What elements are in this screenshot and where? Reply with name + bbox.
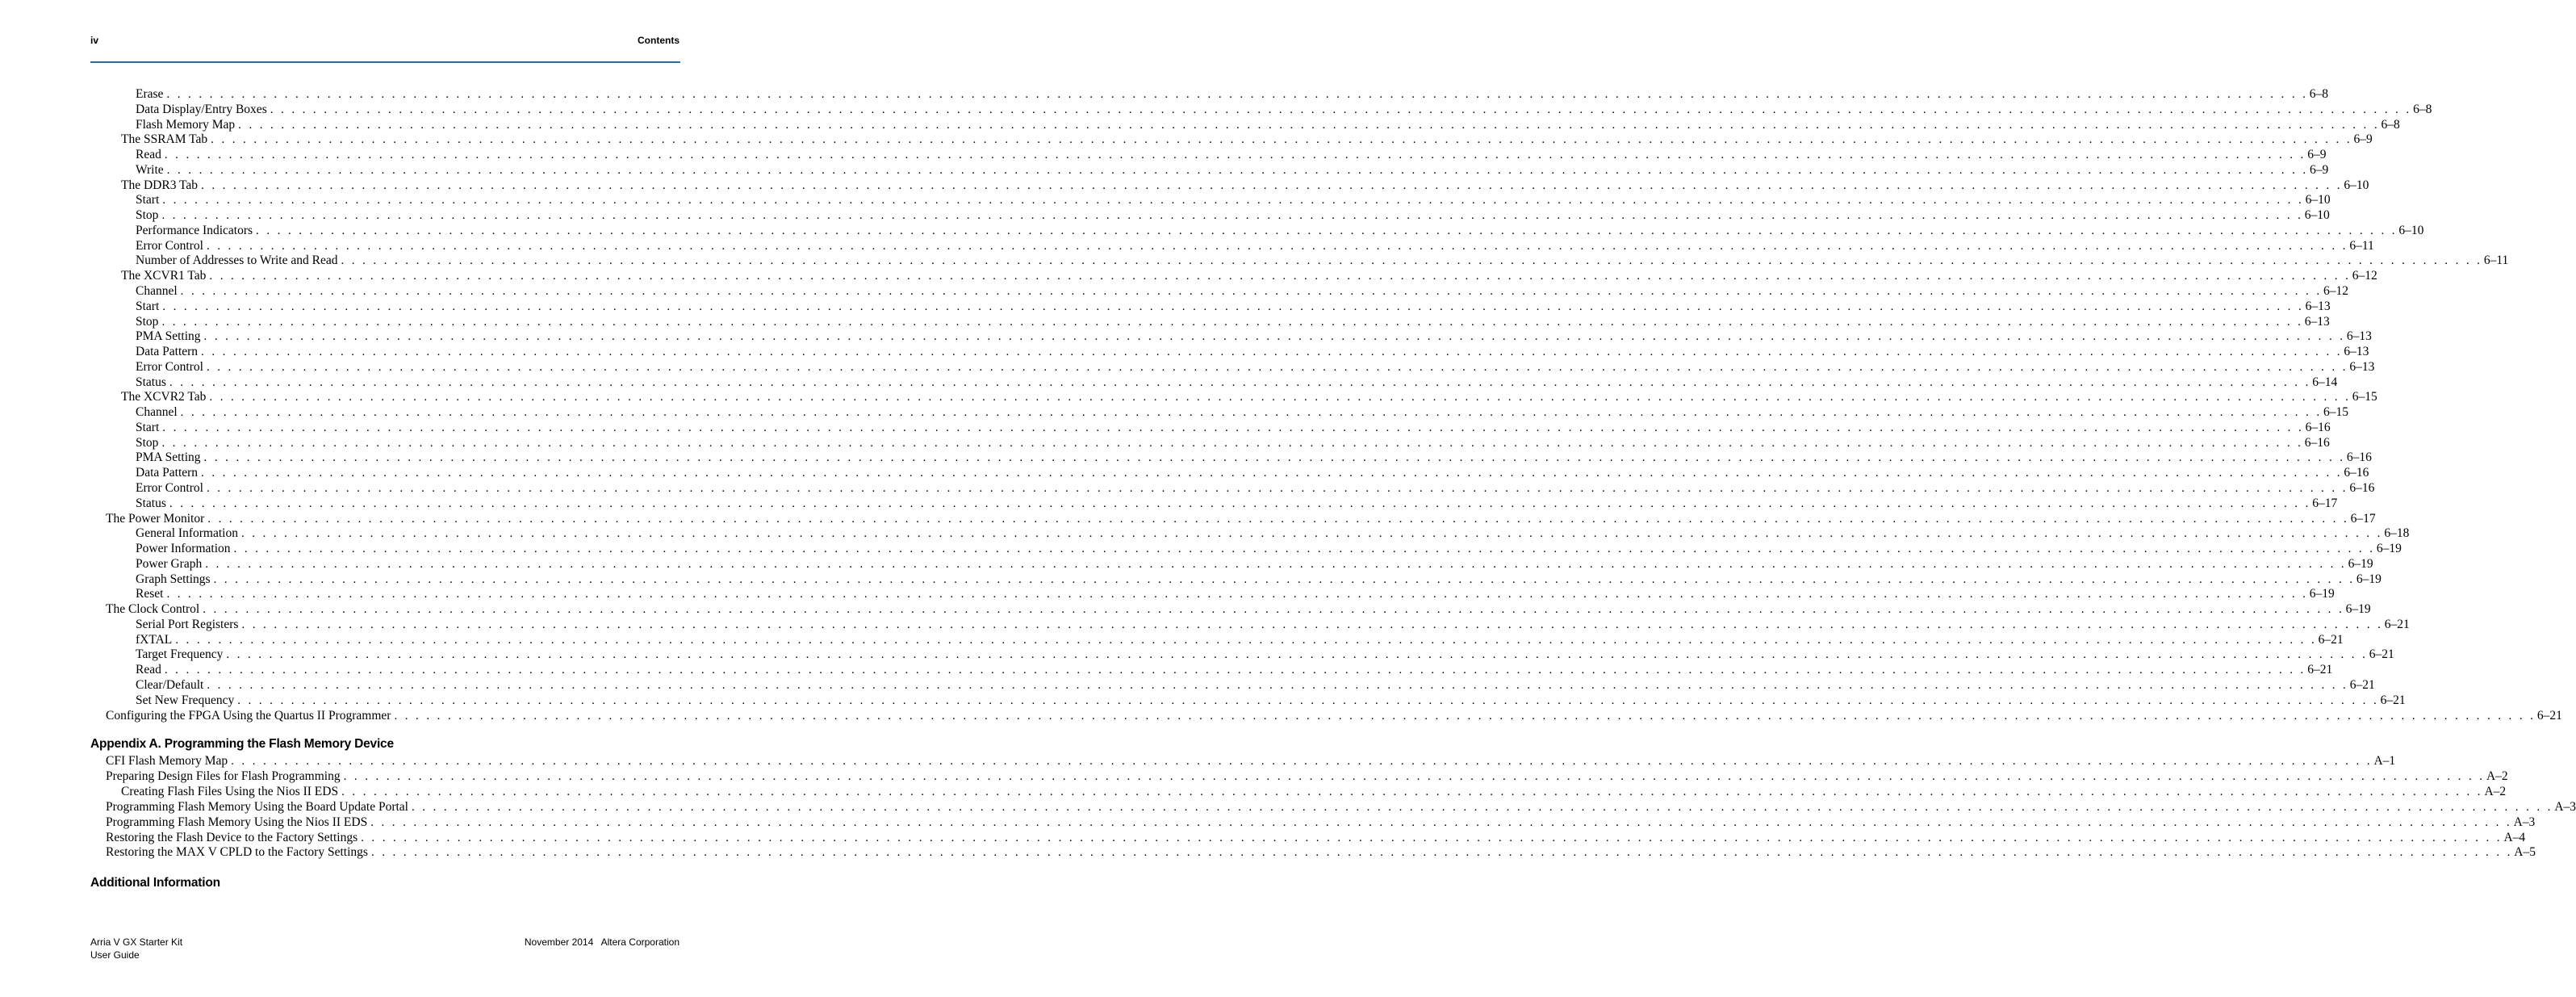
dot-leader: . . . . . . . . . . . . . . . . . . . . . . . . . . . . . . . . . . . . . . . . . . . . . . . . . . . . . . . . . . . . . . . . . . . . . . . . . . . . . . . . . . . . . . . . . . . . . . . . . . . . . . . . . . . . . . . . . . . . . . . . . . . . . . . . . . . . . . . . . . . . . . . . . . . . . . . . . . . . . . . . . . . . . . . . . . . . . . . . . . . . . . . . . . . . . . . . . . . . . . . . [201,178,2343,192]
dot-leader: . . . . . . . . . . . . . . . . . . . . . . . . . . . . . . . . . . . . . . . . . . . . . . . . . . . . . . . . . . . . . . . . . . . . . . . . . . . . . . . . . . . . . . . . . . . . . . . . . . . . . . . . . . . . . . . . . . . . . . . . . . . . . . . . . . . . . . . . . . . . . . . . . . . . . . . . . . . . . . . . . . . . . . . . . . . . . . . . . . . . . . . . . . . . . . . . . . . . . . . . [394,709,2536,723]
toc-entry[interactable] [136,207,2330,223]
toc-entry-page: 6–19 [2309,587,2335,601]
toc-entry-title: Read [136,663,161,677]
toc-entry[interactable] [136,541,2402,556]
toc-entry[interactable] [136,572,2382,587]
toc-entry-title: Read [136,148,161,162]
toc-entry[interactable] [136,556,2373,572]
toc-entry-title: Power Graph [136,556,203,571]
dot-leader: . . . . . . . . . . . . . . . . . . . . . . . . . . . . . . . . . . . . . . . . . . . . . . . . . . . . . . . . . . . . . . . . . . . . . . . . . . . . . . . . . . . . . . . . . . . . . . . . . . . . . . . . . . . . . . . . . . . . . . . . . . . . . . . . . . . . . . . . . . . . . . . . . . . . . . . . . . . . . . . . . . . . . . . . . . . . . . . . . . . . . . . . . . . . . . . . . . . . . . . . [201,467,2343,480]
toc-entry[interactable] [136,283,2349,299]
toc-entry[interactable] [106,708,2562,723]
dot-leader: . . . . . . . . . . . . . . . . . . . . . . . . . . . . . . . . . . . . . . . . . . . . . . . . . . . . . . . . . . . . . . . . . . . . . . . . . . . . . . . . . . . . . . . . . . . . . . . . . . . . . . . . . . . . . . . . . . . . . . . . . . . . . . . . . . . . . . . . . . . . . . . . . . . . . . . . . . . . . . . . . . . . . . . . . . . . . . . . . . . . . . . . . . . . . . . . . . . . . . . . [207,512,2349,526]
toc-entry[interactable] [121,784,2507,799]
toc-entry[interactable] [136,147,2327,162]
dot-leader: . . . . . . . . . . . . . . . . . . . . . . . . . . . . . . . . . . . . . . . . . . . . . . . . . . . . . . . . . . . . . . . . . . . . . . . . . . . . . . . . . . . . . . . . . . . . . . . . . . . . . . . . . . . . . . . . . . . . . . . . . . . . . . . . . . . . . . . . . . . . . . . . . . . . . . . . . . . . . . . . . . . . . . . . . . . . . . . . . . . . . . . . . . . . . . . . . . . . . . . . [370,846,2513,860]
toc-entry-page: 6–18 [2384,526,2410,541]
toc-entry-title: Flash Memory Map [136,117,236,132]
dot-leader: . . . . . . . . . . . . . . . . . . . . . . . . . . . . . . . . . . . . . . . . . . . . . . . . . . . . . . . . . . . . . . . . . . . . . . . . . . . . . . . . . . . . . . . . . . . . . . . . . . . . . . . . . . . . . . . . . . . . . . . . . . . . . . . . . . . . . . . . . . . . . . . . . . . . . . . . . . . . . . . . . . . . . . . . . . . . . . . . . . . . . . . . . . . . . . . . . . . . . . . . [203,603,2344,617]
toc-entry-page: 6–17 [2350,511,2376,526]
dot-leader: . . . . . . . . . . . . . . . . . . . . . . . . . . . . . . . . . . . . . . . . . . . . . . . . . . . . . . . . . . . . . . . . . . . . . . . . . . . . . . . . . . . . . . . . . . . . . . . . . . . . . . . . . . . . . . . . . . . . . . . . . . . . . . . . . . . . . . . . . . . . . . . . . . . . . . . . . . . . . . . . . . . . . . . . . . . . . . . . . . . . . . . . . . . . . . . . . . . . . . . . [256,224,2398,237]
dot-leader: . . . . . . . . . . . . . . . . . . . . . . . . . . . . . . . . . . . . . . . . . . . . . . . . . . . . . . . . . . . . . . . . . . . . . . . . . . . . . . . . . . . . . . . . . . . . . . . . . . . . . . . . . . . . . . . . . . . . . . . . . . . . . . . . . . . . . . . . . . . . . . . . . . . . . . . . . . . . . . . . . . . . . . . . . . . . . . . . . . . . . . . . . . . . . . . . . . . . . . . . [169,496,2311,510]
toc-entry-page: 6–10 [2398,223,2424,237]
dot-leader: . . . . . . . . . . . . . . . . . . . . . . . . . . . . . . . . . . . . . . . . . . . . . . . . . . . . . . . . . . . . . . . . . . . . . . . . . . . . . . . . . . . . . . . . . . . . . . . . . . . . . . . . . . . . . . . . . . . . . . . . . . . . . . . . . . . . . . . . . . . . . . . . . . . . . . . . . . . . . . . . . . . . . . . . . . . . . . . . . . . . . . . . . . . . . . . . . . . . . . . . [161,436,2303,450]
toc-entry[interactable] [136,314,2330,329]
toc-entry-page: 6–15 [2323,405,2349,420]
toc-entry-page: 6–17 [2312,496,2338,510]
toc-entry-page: 6–11 [2349,238,2374,253]
toc-entry-title: Clear/Default [136,678,204,693]
dot-leader: . . . . . . . . . . . . . . . . . . . . . . . . . . . . . . . . . . . . . . . . . . . . . . . . . . . . . . . . . . . . . . . . . . . . . . . . . . . . . . . . . . . . . . . . . . . . . . . . . . . . . . . . . . . . . . . . . . . . . . . . . . . . . . . . . . . . . . . . . . . . . . . . . . . . . . . . . . . . . . . . . . . . . . . . . . . . . . . . . . . . . . . . . . . . . . . . . . . . . . . . [203,451,2345,465]
dot-leader: . . . . . . . . . . . . . . . . . . . . . . . . . . . . . . . . . . . . . . . . . . . . . . . . . . . . . . . . . . . . . . . . . . . . . . . . . . . . . . . . . . . . . . . . . . . . . . . . . . . . . . . . . . . . . . . . . . . . . . . . . . . . . . . . . . . . . . . . . . . . . . . . . . . . . . . . . . . . . . . . . . . . . . . . . . . . . . . . . . . . . . . . . . . . . . . . . . . . . . . . [411,800,2553,814]
header-rule [90,61,680,63]
toc-entry[interactable] [136,102,2432,117]
dot-leader: . . . . . . . . . . . . . . . . . . . . . . . . . . . . . . . . . . . . . . . . . . . . . . . . . . . . . . . . . . . . . . . . . . . . . . . . . . . . . . . . . . . . . . . . . . . . . . . . . . . . . . . . . . . . . . . . . . . . . . . . . . . . . . . . . . . . . . . . . . . . . . . . . . . . . . . . . . . . . . . . . . . . . . . . . . . . . . . . . . . . . . . . . . . . . . . . . . . . . . . . [206,239,2348,253]
dot-leader: . . . . . . . . . . . . . . . . . . . . . . . . . . . . . . . . . . . . . . . . . . . . . . . . . . . . . . . . . . . . . . . . . . . . . . . . . . . . . . . . . . . . . . . . . . . . . . . . . . . . . . . . . . . . . . . . . . . . . . . . . . . . . . . . . . . . . . . . . . . . . . . . . . . . . . . . . . . . . . . . . . . . . . . . . . . . . . . . . . . . . . . . . . . . . . . . . . . . . . . . [209,270,2351,283]
toc-entry-page: 6–19 [2345,602,2371,617]
toc-entry-title: Start [136,193,160,207]
toc-entry-title: The XCVR1 Tab [121,269,207,283]
toc-entry-page: A–5 [2514,845,2536,860]
dot-leader: . . . . . . . . . . . . . . . . . . . . . . . . . . . . . . . . . . . . . . . . . . . . . . . . . . . . . . . . . . . . . . . . . . . . . . . . . . . . . . . . . . . . . . . . . . . . . . . . . . . . . . . . . . . . . . . . . . . . . . . . . . . . . . . . . . . . . . . . . . . . . . . . . . . . . . . . . . . . . . . . . . . . . . . . . . . . . . . . . . . . . . . . . . . . . . . . . . . . . . . . [238,118,2380,132]
toc-entry-title: PMA Setting [136,450,201,465]
toc-entry-title: Power Information [136,542,231,556]
dot-leader: . . . . . . . . . . . . . . . . . . . . . . . . . . . . . . . . . . . . . . . . . . . . . . . . . . . . . . . . . . . . . . . . . . . . . . . . . . . . . . . . . . . . . . . . . . . . . . . . . . . . . . . . . . . . . . . . . . . . . . . . . . . . . . . . . . . . . . . . . . . . . . . . . . . . . . . . . . . . . . . . . . . . . . . . . . . . . . . . . . . . . . . . . . . . . . . . . . . . . . . . [169,375,2311,389]
toc-entry[interactable] [106,601,2371,617]
toc-entry-page: 6–13 [2305,299,2331,313]
toc-entry-page: 6–19 [2356,572,2382,586]
dot-leader: . . . . . . . . . . . . . . . . . . . . . . . . . . . . . . . . . . . . . . . . . . . . . . . . . . . . . . . . . . . . . . . . . . . . . . . . . . . . . . . . . . . . . . . . . . . . . . . . . . . . . . . . . . . . . . . . . . . . . . . . . . . . . . . . . . . . . . . . . . . . . . . . . . . . . . . . . . . . . . . . . . . . . . . . . . . . . . . . . . . . . . . . . . . . . . . . . . . . . . . . [164,149,2306,162]
toc-entry-title: Start [136,299,160,313]
toc-entry-title: Stop [136,314,159,329]
additional-information-heading[interactable]: Additional Information [90,876,220,890]
toc-entry-title: The Power Monitor [106,511,205,526]
toc-entry[interactable] [136,693,2406,708]
toc-entry[interactable] [106,815,2536,830]
toc-entry[interactable] [136,86,2329,102]
toc-entry-page: A–2 [2486,769,2508,783]
toc-entry-title: Stop [136,435,159,450]
toc-entry-title: Serial Port Registers [136,617,239,631]
toc-entry[interactable] [136,329,2372,344]
toc-entry[interactable] [136,375,2338,390]
toc-entry[interactable] [136,677,2375,693]
dot-leader: . . . . . . . . . . . . . . . . . . . . . . . . . . . . . . . . . . . . . . . . . . . . . . . . . . . . . . . . . . . . . . . . . . . . . . . . . . . . . . . . . . . . . . . . . . . . . . . . . . . . . . . . . . . . . . . . . . . . . . . . . . . . . . . . . . . . . . . . . . . . . . . . . . . . . . . . . . . . . . . . . . . . . . . . . . . . . . . . . . . . . . . . . . . . . . . . . . . . . . . . [241,618,2383,631]
toc-entry-title: Restoring the Flash Device to the Factory Settings [106,830,358,844]
dot-leader: . . . . . . . . . . . . . . . . . . . . . . . . . . . . . . . . . . . . . . . . . . . . . . . . . . . . . . . . . . . . . . . . . . . . . . . . . . . . . . . . . . . . . . . . . . . . . . . . . . . . . . . . . . . . . . . . . . . . . . . . . . . . . . . . . . . . . . . . . . . . . . . . . . . . . . . . . . . . . . . . . . . . . . . . . . . . . . . . . . . . . . . . . . . . . . . . . . . . . . . . [343,769,2485,783]
toc-entry-title: The SSRAM Tab [121,132,208,147]
toc-entry-page: 6–13 [2344,345,2369,359]
dot-leader: . . . . . . . . . . . . . . . . . . . . . . . . . . . . . . . . . . . . . . . . . . . . . . . . . . . . . . . . . . . . . . . . . . . . . . . . . . . . . . . . . . . . . . . . . . . . . . . . . . . . . . . . . . . . . . . . . . . . . . . . . . . . . . . . . . . . . . . . . . . . . . . . . . . . . . . . . . . . . . . . . . . . . . . . . . . . . . . . . . . . . . . . . . . . . . . . . . . . . . . . [361,831,2503,844]
dot-leader: . . . . . . . . . . . . . . . . . . . . . . . . . . . . . . . . . . . . . . . . . . . . . . . . . . . . . . . . . . . . . . . . . . . . . . . . . . . . . . . . . . . . . . . . . . . . . . . . . . . . . . . . . . . . . . . . . . . . . . . . . . . . . . . . . . . . . . . . . . . . . . . . . . . . . . . . . . . . . . . . . . . . . . . . . . . . . . . . . . . . . . . . . . . . . . . . . . . . . . . . [233,542,2375,556]
toc-entry[interactable] [136,435,2330,450]
toc-entry-page: 6–16 [2344,466,2369,480]
toc-entry-title: fXTAL [136,632,173,647]
toc-entry-page: 6–8 [2309,87,2329,101]
footer-doc-title: Arria V GX Starter Kit [90,936,183,948]
toc-entry-title: The DDR3 Tab [121,178,199,192]
dot-leader: . . . . . . . . . . . . . . . . . . . . . . . . . . . . . . . . . . . . . . . . . . . . . . . . . . . . . . . . . . . . . . . . . . . . . . . . . . . . . . . . . . . . . . . . . . . . . . . . . . . . . . . . . . . . . . . . . . . . . . . . . . . . . . . . . . . . . . . . . . . . . . . . . . . . . . . . . . . . . . . . . . . . . . . . . . . . . . . . . . . . . . . . . . . . . . . . . . . . . . . . [166,163,2309,177]
toc-entry-title: Write [136,162,164,177]
toc-entry-page: 6–8 [2413,102,2432,116]
dot-leader: . . . . . . . . . . . . . . . . . . . . . . . . . . . . . . . . . . . . . . . . . . . . . . . . . . . . . . . . . . . . . . . . . . . . . . . . . . . . . . . . . . . . . . . . . . . . . . . . . . . . . . . . . . . . . . . . . . . . . . . . . . . . . . . . . . . . . . . . . . . . . . . . . . . . . . . . . . . . . . . . . . . . . . . . . . . . . . . . . . . . . . . . . . . . . . . . . . . . . . . . [226,648,2368,662]
toc-entry-title: Erase [136,87,164,101]
toc-entry-page: A–2 [2484,784,2507,798]
toc-entry-page: 6–13 [2304,314,2330,329]
dot-leader: . . . . . . . . . . . . . . . . . . . . . . . . . . . . . . . . . . . . . . . . . . . . . . . . . . . . . . . . . . . . . . . . . . . . . . . . . . . . . . . . . . . . . . . . . . . . . . . . . . . . . . . . . . . . . . . . . . . . . . . . . . . . . . . . . . . . . . . . . . . . . . . . . . . . . . . . . . . . . . . . . . . . . . . . . . . . . . . . . . . . . . . . . . . . . . . . . . . . . . . . [203,330,2345,344]
toc-entry[interactable] [136,359,2375,375]
toc-entry[interactable] [106,830,2526,845]
toc-entry-title: Data Pattern [136,466,199,480]
toc-entry-title: Programming Flash Memory Using the Board Update Portal [106,799,408,814]
toc-entry-title: Data Pattern [136,345,199,359]
toc-entry-page: 6–9 [2307,148,2327,162]
toc-entry-page: 6–21 [2349,678,2375,693]
dot-leader: . . . . . . . . . . . . . . . . . . . . . . . . . . . . . . . . . . . . . . . . . . . . . . . . . . . . . . . . . . . . . . . . . . . . . . . . . . . . . . . . . . . . . . . . . . . . . . . . . . . . . . . . . . . . . . . . . . . . . . . . . . . . . . . . . . . . . . . . . . . . . . . . . . . . . . . . . . . . . . . . . . . . . . . . . . . . . . . . . . . . . . . . . . . . . . . . . . . . . . . . [207,679,2348,693]
toc-entry-page: 6–16 [2305,420,2331,434]
toc-entry-title: Reset [136,587,164,601]
dot-leader: . . . . . . . . . . . . . . . . . . . . . . . . . . . . . . . . . . . . . . . . . . . . . . . . . . . . . . . . . . . . . . . . . . . . . . . . . . . . . . . . . . . . . . . . . . . . . . . . . . . . . . . . . . . . . . . . . . . . . . . . . . . . . . . . . . . . . . . . . . . . . . . . . . . . . . . . . . . . . . . . . . . . . . . . . . . . . . . . . . . . . . . . . . . . . . . . . . . . . . . . [180,406,2323,420]
toc-entry[interactable] [136,404,2349,420]
toc-entry[interactable] [136,192,2331,207]
toc-entry[interactable] [136,299,2331,314]
toc-entry[interactable] [136,480,2375,496]
dot-leader: . . . . . . . . . . . . . . . . . . . . . . . . . . . . . . . . . . . . . . . . . . . . . . . . . . . . . . . . . . . . . . . . . . . . . . . . . . . . . . . . . . . . . . . . . . . . . . . . . . . . . . . . . . . . . . . . . . . . . . . . . . . . . . . . . . . . . . . . . . . . . . . . . . . . . . . . . . . . . . . . . . . . . . . . . . . . . . . . . . . . . . . . . . . . . . . . . . . . . . . . [162,300,2304,313]
dot-leader: . . . . . . . . . . . . . . . . . . . . . . . . . . . . . . . . . . . . . . . . . . . . . . . . . . . . . . . . . . . . . . . . . . . . . . . . . . . . . . . . . . . . . . . . . . . . . . . . . . . . . . . . . . . . . . . . . . . . . . . . . . . . . . . . . . . . . . . . . . . . . . . . . . . . . . . . . . . . . . . . . . . . . . . . . . . . . . . . . . . . . . . . . . . . . . . . . . . . . . . . [161,209,2303,223]
toc-entry-title: Programming Flash Memory Using the Nios II EDS [106,815,368,829]
toc-entry-page: 6–19 [2376,542,2402,556]
toc-entry-page: A–3 [2554,799,2576,814]
toc-entry-title: Preparing Design Files for Flash Programming [106,769,341,783]
section-header: Contents [638,35,680,46]
toc-entry-title: Data Display/Entry Boxes [136,102,267,116]
toc-entry-page: 6–14 [2312,375,2338,389]
toc-entry[interactable] [106,769,2508,784]
dot-leader: . . . . . . . . . . . . . . . . . . . . . . . . . . . . . . . . . . . . . . . . . . . . . . . . . . . . . . . . . . . . . . . . . . . . . . . . . . . . . . . . . . . . . . . . . . . . . . . . . . . . . . . . . . . . . . . . . . . . . . . . . . . . . . . . . . . . . . . . . . . . . . . . . . . . . . . . . . . . . . . . . . . . . . . . . . . . . . . . . . . . . . . . . . . . . . . . . . . . . . . . [175,633,2317,647]
toc-entry-title: Error Control [136,238,203,253]
toc-entry-page: 6–16 [2346,450,2372,465]
toc-entry-title: PMA Setting [136,329,201,344]
toc-entry-title: The Clock Control [106,602,200,617]
toc-entry[interactable] [136,586,2335,601]
toc-entry[interactable] [121,132,2373,147]
dot-leader: . . . . . . . . . . . . . . . . . . . . . . . . . . . . . . . . . . . . . . . . . . . . . . . . . . . . . . . . . . . . . . . . . . . . . . . . . . . . . . . . . . . . . . . . . . . . . . . . . . . . . . . . . . . . . . . . . . . . . . . . . . . . . . . . . . . . . . . . . . . . . . . . . . . . . . . . . . . . . . . . . . . . . . . . . . . . . . . . . . . . . . . . . . . . . . . . . . . . . . . . [370,815,2512,829]
toc-entry[interactable] [136,632,2344,647]
appendix-a-heading[interactable]: Appendix A. Programming the Flash Memory Device [90,737,394,751]
toc-entry-page: 6–19 [2348,556,2373,571]
toc-entry[interactable] [136,223,2424,238]
dot-leader: . . . . . . . . . . . . . . . . . . . . . . . . . . . . . . . . . . . . . . . . . . . . . . . . . . . . . . . . . . . . . . . . . . . . . . . . . . . . . . . . . . . . . . . . . . . . . . . . . . . . . . . . . . . . . . . . . . . . . . . . . . . . . . . . . . . . . . . . . . . . . . . . . . . . . . . . . . . . . . . . . . . . . . . . . . . . . . . . . . . . . . . . . . . . . . . . . . . . . . . . [205,557,2347,571]
toc-entry[interactable] [106,753,2396,769]
toc-entry-title: Start [136,420,160,434]
dot-leader: . . . . . . . . . . . . . . . . . . . . . . . . . . . . . . . . . . . . . . . . . . . . . . . . . . . . . . . . . . . . . . . . . . . . . . . . . . . . . . . . . . . . . . . . . . . . . . . . . . . . . . . . . . . . . . . . . . . . . . . . . . . . . . . . . . . . . . . . . . . . . . . . . . . . . . . . . . . . . . . . . . . . . . . . . . . . . . . . . . . . . . . . . . . . . . . . . . . . . . . . [341,254,2482,268]
toc-entry[interactable] [136,117,2400,132]
toc-entry-title: Status [136,375,166,389]
page-number-header: iv [90,35,99,46]
toc-entry-title: Channel [136,405,178,420]
dot-leader: . . . . . . . . . . . . . . . . . . . . . . . . . . . . . . . . . . . . . . . . . . . . . . . . . . . . . . . . . . . . . . . . . . . . . . . . . . . . . . . . . . . . . . . . . . . . . . . . . . . . . . . . . . . . . . . . . . . . . . . . . . . . . . . . . . . . . . . . . . . . . . . . . . . . . . . . . . . . . . . . . . . . . . . . . . . . . . . . . . . . . . . . . . . . . . . . . . . . . . . . [209,391,2351,404]
toc-entry-page: 6–13 [2346,329,2372,344]
toc-entry[interactable] [136,496,2338,511]
toc-entry[interactable] [136,662,2333,677]
toc-entry[interactable] [106,511,2376,526]
toc-entry-title: CFI Flash Memory Map [106,754,228,768]
toc-entry[interactable] [121,389,2377,404]
dot-leader: . . . . . . . . . . . . . . . . . . . . . . . . . . . . . . . . . . . . . . . . . . . . . . . . . . . . . . . . . . . . . . . . . . . . . . . . . . . . . . . . . . . . . . . . . . . . . . . . . . . . . . . . . . . . . . . . . . . . . . . . . . . . . . . . . . . . . . . . . . . . . . . . . . . . . . . . . . . . . . . . . . . . . . . . . . . . . . . . . . . . . . . . . . . . . . . . . . . . . . . . [180,285,2323,298]
toc-entry[interactable] [136,465,2369,480]
toc-entry-title: Target Frequency [136,647,224,662]
toc-entry[interactable] [106,799,2576,815]
toc-entry[interactable] [121,268,2377,283]
dot-leader: . . . . . . . . . . . . . . . . . . . . . . . . . . . . . . . . . . . . . . . . . . . . . . . . . . . . . . . . . . . . . . . . . . . . . . . . . . . . . . . . . . . . . . . . . . . . . . . . . . . . . . . . . . . . . . . . . . . . . . . . . . . . . . . . . . . . . . . . . . . . . . . . . . . . . . . . . . . . . . . . . . . . . . . . . . . . . . . . . . . . . . . . . . . . . . . . . . . . . . . . [201,346,2343,359]
toc-entry-title: Graph Settings [136,572,211,586]
toc-entry[interactable] [136,344,2369,359]
toc-entry-page: 6–21 [2318,632,2344,647]
toc-entry-page: 6–16 [2304,435,2330,450]
footer-left [90,936,182,961]
toc-entry-page: 6–10 [2305,193,2331,207]
toc-entry-title: Error Control [136,481,203,496]
dot-leader: . . . . . . . . . . . . . . . . . . . . . . . . . . . . . . . . . . . . . . . . . . . . . . . . . . . . . . . . . . . . . . . . . . . . . . . . . . . . . . . . . . . . . . . . . . . . . . . . . . . . . . . . . . . . . . . . . . . . . . . . . . . . . . . . . . . . . . . . . . . . . . . . . . . . . . . . . . . . . . . . . . . . . . . . . . . . . . . . . . . . . . . . . . . . . . . . . . . . . . . . [206,360,2348,374]
toc-entry-title: Status [136,496,166,510]
dot-leader: . . . . . . . . . . . . . . . . . . . . . . . . . . . . . . . . . . . . . . . . . . . . . . . . . . . . . . . . . . . . . . . . . . . . . . . . . . . . . . . . . . . . . . . . . . . . . . . . . . . . . . . . . . . . . . . . . . . . . . . . . . . . . . . . . . . . . . . . . . . . . . . . . . . . . . . . . . . . . . . . . . . . . . . . . . . . . . . . . . . . . . . . . . . . . . . . . . . . . . . . [162,421,2304,434]
toc-entry[interactable] [136,162,2329,178]
toc-entry[interactable] [136,647,2394,662]
toc-entry-page: 6–21 [2369,647,2394,662]
toc-entry-page: 6–12 [2352,269,2377,283]
toc-entry-title: Number of Addresses to Write and Read [136,253,338,268]
toc-entry-page: 6–10 [2344,178,2369,192]
dot-leader: . . . . . . . . . . . . . . . . . . . . . . . . . . . . . . . . . . . . . . . . . . . . . . . . . . . . . . . . . . . . . . . . . . . . . . . . . . . . . . . . . . . . . . . . . . . . . . . . . . . . . . . . . . . . . . . . . . . . . . . . . . . . . . . . . . . . . . . . . . . . . . . . . . . . . . . . . . . . . . . . . . . . . . . . . . . . . . . . . . . . . . . . . . . . . . . . . . . . . . . . [161,315,2303,329]
dot-leader: . . . . . . . . . . . . . . . . . . . . . . . . . . . . . . . . . . . . . . . . . . . . . . . . . . . . . . . . . . . . . . . . . . . . . . . . . . . . . . . . . . . . . . . . . . . . . . . . . . . . . . . . . . . . . . . . . . . . . . . . . . . . . . . . . . . . . . . . . . . . . . . . . . . . . . . . . . . . . . . . . . . . . . . . . . . . . . . . . . . . . . . . . . . . . . . . . . . . . . . . [164,664,2306,677]
toc-entry-page: 6–10 [2304,208,2330,223]
toc-entry-page: 6–13 [2349,359,2375,374]
dot-leader: . . . . . . . . . . . . . . . . . . . . . . . . . . . . . . . . . . . . . . . . . . . . . . . . . . . . . . . . . . . . . . . . . . . . . . . . . . . . . . . . . . . . . . . . . . . . . . . . . . . . . . . . . . . . . . . . . . . . . . . . . . . . . . . . . . . . . . . . . . . . . . . . . . . . . . . . . . . . . . . . . . . . . . . . . . . . . . . . . . . . . . . . . . . . . . . . . . . . . . . . [213,572,2355,586]
toc-entry-page: 6–12 [2323,284,2349,298]
toc-entry[interactable] [106,844,2536,860]
dot-leader: . . . . . . . . . . . . . . . . . . . . . . . . . . . . . . . . . . . . . . . . . . . . . . . . . . . . . . . . . . . . . . . . . . . . . . . . . . . . . . . . . . . . . . . . . . . . . . . . . . . . . . . . . . . . . . . . . . . . . . . . . . . . . . . . . . . . . . . . . . . . . . . . . . . . . . . . . . . . . . . . . . . . . . . . . . . . . . . . . . . . . . . . . . . . . . . . . . . . . . . . [206,482,2348,496]
footer-doc-type: User Guide [90,949,140,961]
toc-entry[interactable] [136,420,2331,435]
dot-leader: . . . . . . . . . . . . . . . . . . . . . . . . . . . . . . . . . . . . . . . . . . . . . . . . . . . . . . . . . . . . . . . . . . . . . . . . . . . . . . . . . . . . . . . . . . . . . . . . . . . . . . . . . . . . . . . . . . . . . . . . . . . . . . . . . . . . . . . . . . . . . . . . . . . . . . . . . . . . . . . . . . . . . . . . . . . . . . . . . . . . . . . . . . . . . . . . . . . . . . . . [237,693,2379,707]
toc-entry-title: Creating Flash Files Using the Nios II EDS [121,784,339,798]
toc-entry[interactable] [136,526,2410,541]
toc-entry-title: Set New Frequency [136,693,235,707]
toc-entry-title: General Information [136,526,238,541]
toc-entry-title: Stop [136,208,159,223]
toc-entry-page: 6–21 [2536,708,2562,723]
toc-entry[interactable] [136,238,2374,253]
toc-entry-page: 6–9 [2310,162,2329,177]
toc-entry[interactable] [136,253,2509,268]
toc-entry-title: Error Control [136,359,203,374]
dot-leader: . . . . . . . . . . . . . . . . . . . . . . . . . . . . . . . . . . . . . . . . . . . . . . . . . . . . . . . . . . . . . . . . . . . . . . . . . . . . . . . . . . . . . . . . . . . . . . . . . . . . . . . . . . . . . . . . . . . . . . . . . . . . . . . . . . . . . . . . . . . . . . . . . . . . . . . . . . . . . . . . . . . . . . . . . . . . . . . . . . . . . . . . . . . . . . . . . . . . . . . . [166,88,2308,101]
toc-entry-page: A–1 [2373,754,2396,768]
toc-entry-page: 6–21 [2307,663,2333,677]
toc-entry-title: Performance Indicators [136,223,253,237]
toc-entry-page: 6–21 [2380,693,2406,707]
toc-entry[interactable] [136,450,2372,465]
dot-leader: . . . . . . . . . . . . . . . . . . . . . . . . . . . . . . . . . . . . . . . . . . . . . . . . . . . . . . . . . . . . . . . . . . . . . . . . . . . . . . . . . . . . . . . . . . . . . . . . . . . . . . . . . . . . . . . . . . . . . . . . . . . . . . . . . . . . . . . . . . . . . . . . . . . . . . . . . . . . . . . . . . . . . . . . . . . . . . . . . . . . . . . . . . . . . . . . . . . . . . . . [162,194,2304,207]
toc-entry-title: Configuring the FPGA Using the Quartus II Programmer [106,708,391,723]
footer-right: November 2014 Altera Corporation [524,936,680,948]
dot-leader: . . . . . . . . . . . . . . . . . . . . . . . . . . . . . . . . . . . . . . . . . . . . . . . . . . . . . . . . . . . . . . . . . . . . . . . . . . . . . . . . . . . . . . . . . . . . . . . . . . . . . . . . . . . . . . . . . . . . . . . . . . . . . . . . . . . . . . . . . . . . . . . . . . . . . . . . . . . . . . . . . . . . . . . . . . . . . . . . . . . . . . . . . . . . . . . . . . . . . . . . [341,785,2483,798]
toc-entry-page: A–3 [2513,815,2536,829]
toc-entry-page: 6–11 [2483,253,2509,268]
toc-entry-title: Restoring the MAX V CPLD to the Factory Settings [106,845,368,860]
dot-leader: . . . . . . . . . . . . . . . . . . . . . . . . . . . . . . . . . . . . . . . . . . . . . . . . . . . . . . . . . . . . . . . . . . . . . . . . . . . . . . . . . . . . . . . . . . . . . . . . . . . . . . . . . . . . . . . . . . . . . . . . . . . . . . . . . . . . . . . . . . . . . . . . . . . . . . . . . . . . . . . . . . . . . . . . . . . . . . . . . . . . . . . . . . . . . . . . . . . . . . . . [240,527,2383,541]
toc-entry[interactable] [121,178,2369,193]
toc-entry-page: 6–16 [2349,481,2375,496]
toc-entry-page: 6–21 [2384,617,2410,631]
dot-leader: . . . . . . . . . . . . . . . . . . . . . . . . . . . . . . . . . . . . . . . . . . . . . . . . . . . . . . . . . . . . . . . . . . . . . . . . . . . . . . . . . . . . . . . . . . . . . . . . . . . . . . . . . . . . . . . . . . . . . . . . . . . . . . . . . . . . . . . . . . . . . . . . . . . . . . . . . . . . . . . . . . . . . . . . . . . . . . . . . . . . . . . . . . . . . . . . . . . . . . . . [270,103,2412,116]
toc-entry-page: 6–15 [2352,390,2377,404]
toc-entry-title: Channel [136,284,178,298]
toc-entry-page: A–4 [2503,830,2526,844]
toc-entry[interactable] [136,617,2410,632]
toc-entry-page: 6–9 [2353,132,2373,147]
toc-entry-page: 6–8 [2381,117,2400,132]
dot-leader: . . . . . . . . . . . . . . . . . . . . . . . . . . . . . . . . . . . . . . . . . . . . . . . . . . . . . . . . . . . . . . . . . . . . . . . . . . . . . . . . . . . . . . . . . . . . . . . . . . . . . . . . . . . . . . . . . . . . . . . . . . . . . . . . . . . . . . . . . . . . . . . . . . . . . . . . . . . . . . . . . . . . . . . . . . . . . . . . . . . . . . . . . . . . . . . . . . . . . . . . [231,755,2373,768]
toc-entry-title: The XCVR2 Tab [121,390,207,404]
dot-leader: . . . . . . . . . . . . . . . . . . . . . . . . . . . . . . . . . . . . . . . . . . . . . . . . . . . . . . . . . . . . . . . . . . . . . . . . . . . . . . . . . . . . . . . . . . . . . . . . . . . . . . . . . . . . . . . . . . . . . . . . . . . . . . . . . . . . . . . . . . . . . . . . . . . . . . . . . . . . . . . . . . . . . . . . . . . . . . . . . . . . . . . . . . . . . . . . . . . . . . . . [166,588,2308,601]
dot-leader: . . . . . . . . . . . . . . . . . . . . . . . . . . . . . . . . . . . . . . . . . . . . . . . . . . . . . . . . . . . . . . . . . . . . . . . . . . . . . . . . . . . . . . . . . . . . . . . . . . . . . . . . . . . . . . . . . . . . . . . . . . . . . . . . . . . . . . . . . . . . . . . . . . . . . . . . . . . . . . . . . . . . . . . . . . . . . . . . . . . . . . . . . . . . . . . . . . . . . . . . [211,133,2352,147]
